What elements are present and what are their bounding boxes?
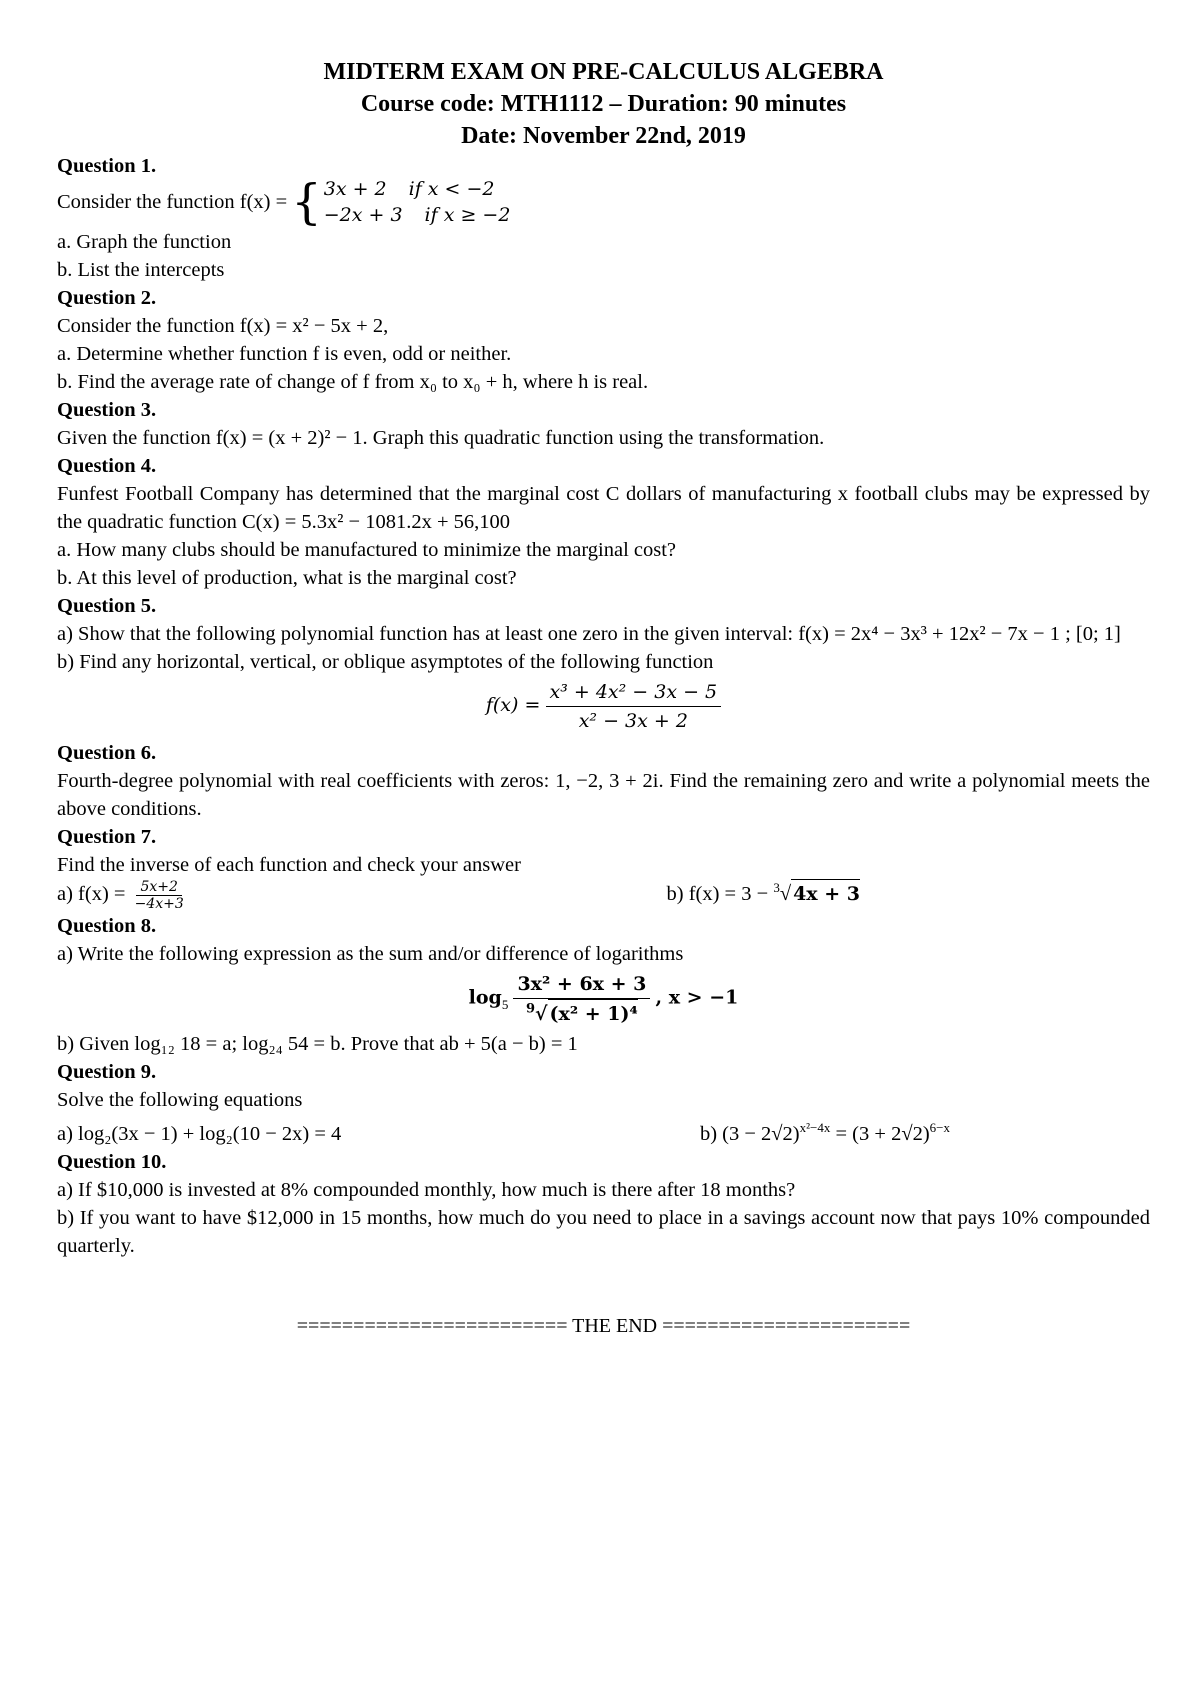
question-8-log-expression [57,970,1150,1028]
question-6-text: Fourth-degree polynomial with real coefficients with zeros: 1, −2, 3 + 2i. Find the remaining zero and write a polynomial meets the above conditions. [57,770,1150,820]
question-1-part-a: a. Graph the function [57,231,232,253]
course-info: Course code: MTH1112 – Duration: 90 minutes [360,91,847,117]
exam-date: Date: November 22nd, 2019 [461,123,746,149]
q7b-radicand: 4x + 3 [791,879,860,908]
question-2-intro: Consider the function f(x) = x² − 5x + 2, [57,315,389,337]
question-5-part-a: a) Show that the following polynomial function has at least one zero in the given interval: f(x) = 2x⁴ − 3x³ + 12x² − 7x − 1 ; [0; 1] [57,623,1121,645]
log-root-index: 9 [525,1001,536,1017]
log-numerator: 3x² + 6x + 3 [513,970,650,999]
question-8-part-b: b) Given log₁₂ 18 = a; log₂₄ 54 = b. Prove that ab + 5(a − b) = 1 [57,1033,578,1055]
question-7-intro: Find the inverse of each function and check your answer [57,854,521,876]
q7b-lhs: b) f(x) = 3 − [666,883,769,905]
question-10-part-b: b) If you want to have $12,000 in 15 months, how much do you need to place in a savings account now that pays 10% compounded quarterly. [57,1207,1150,1257]
question-9-part-a: a) log₂(3x − 1) + log₂(10 − 2x) = 4 [57,1123,342,1145]
log-radicand: (x² + 1)⁴ [548,999,638,1028]
case-1-cond: if x < −2 [408,178,495,200]
question-9-part-b [700,1120,950,1148]
log-condition: , x > −1 [655,986,739,1009]
question-6-heading: Question 6. [57,742,157,764]
q9b-exponent-2: 6−x [929,1120,950,1136]
question-1-function [57,176,1150,228]
q7a-denominator: −4x+3 [134,896,184,912]
exam-page [57,56,1150,1340]
question-5-heading: Question 5. [57,595,157,617]
question-8-heading: Question 8. [57,915,157,937]
question-3-heading: Question 3. [57,399,157,421]
question-10-part-a: a) If $10,000 is invested at 8% compounded monthly, how much is there after 18 months? [57,1179,796,1201]
question-1-heading: Question 1. [57,155,157,177]
question-7-part-a [57,879,188,912]
question-7-parts [57,879,860,912]
question-9-heading: Question 9. [57,1061,157,1083]
question-1-intro: Consider the function f(x) = [57,191,288,213]
piecewise-cases [324,176,511,228]
q9b-rhs: = (3 + 2√2) [830,1123,930,1145]
q7b-root-index: 3 [773,880,780,896]
rational-numerator: x³ + 4x² − 3x − 5 [546,678,722,707]
question-10-heading: Question 10. [57,1151,167,1173]
exam-title: MIDTERM EXAM ON PRE-CALCULUS ALGEBRA [323,59,884,85]
q9b-exponent-1: x²−4x [799,1120,831,1136]
question-7-part-b [667,879,861,912]
question-9-intro: Solve the following equations [57,1089,303,1111]
question-7-heading: Question 7. [57,826,157,848]
log-word: log [468,986,502,1009]
question-9-parts [57,1120,950,1148]
question-2-heading: Question 2. [57,287,157,309]
question-5-part-b: b) Find any horizontal, vertical, or oblique asymptotes of the following function [57,651,714,673]
question-2-part-b: b. Find the average rate of change of f from x₀ to x₀ + h, where h is real. [57,371,649,393]
log-base: 5 [501,996,509,1012]
log-denominator [522,999,642,1028]
question-4-text: Funfest Football Company has determined that the marginal cost C dollars of manufacturing x football clubs may be expressed by the quadratic function C(x) = 5.3x² − 1081.2x + 56,100 [57,483,1150,533]
case-1-expr: 3x + 2 [323,178,387,200]
log-fraction [513,970,650,1028]
question-1-part-b: b. List the intercepts [57,259,225,281]
question-5-rational-function [57,678,1150,735]
q7a-fraction [131,879,188,912]
radical-sign: √ [535,1003,548,1025]
question-8-part-a: a) Write the following expression as the sum and/or difference of logarithms [57,943,684,965]
the-end-footer: ======================== THE END ====================== [296,1315,911,1337]
rational-lhs: f(x) = [485,694,541,717]
q7a-lhs: a) f(x) = [57,883,126,906]
case-2-cond: if x ≥ −2 [424,204,511,226]
question-4-part-a: a. How many clubs should be manufactured to minimize the marginal cost? [57,539,677,561]
question-4-heading: Question 4. [57,455,157,477]
q7a-numerator: 5x+2 [136,879,181,896]
question-4-part-b: b. At this level of production, what is the marginal cost? [57,567,517,589]
rational-denominator: x² − 3x + 2 [578,710,688,732]
radical-sign: √ [779,883,792,905]
case-2-expr: −2x + 3 [323,204,403,226]
brace-glyph: { [291,174,322,230]
question-2-part-a: a. Determine whether function f is even, odd or neither. [57,343,512,365]
q9b-lhs: b) (3 − 2√2) [699,1123,800,1145]
rational-fraction [546,678,722,735]
question-3-text: Given the function f(x) = (x + 2)² − 1. Graph this quadratic function using the transformation. [57,427,825,449]
